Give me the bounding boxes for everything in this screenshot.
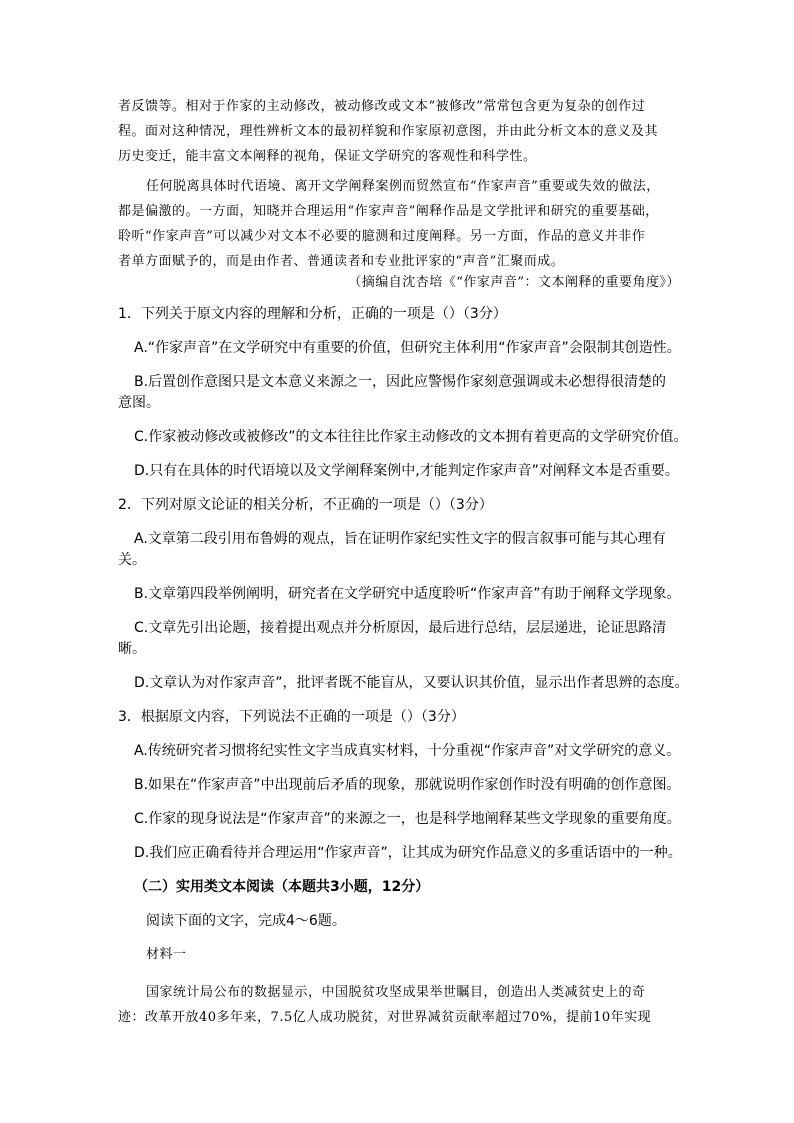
question-2-option-a: A.文章第二段引用布鲁姆的观点，旨在证明作家纪实性文字的假言叙事可能与其心理有 xyxy=(134,531,666,547)
question-2-option-b: B.文章第四段举例阐明，研究者在文学研究中适度聆听“作家声音”有助于阐释文学现象。 xyxy=(134,586,681,602)
passage-line: 者单方面赋予的，而是由作者、普通读者和专业批评家的“声音”汇聚而成。 xyxy=(118,254,565,269)
section-heading: （二）实用类文本阅读（本题共3小题，12分） xyxy=(134,879,430,895)
question-1-option-c: C.作家被动修改或被修改”的文本往往比作家主动修改的文本拥有着更高的文学研究价值。 xyxy=(134,429,688,445)
question-3-stem: 3．根据原文内容，下列说法不正确的一项是（）（3分） xyxy=(118,709,465,725)
question-2-option-d: D.文章认为对作家声音”，批评者既不能盲从，又要认识其价值，显示出作者思辨的态度。 xyxy=(134,675,689,691)
question-3-option-a: A.传统研究者习惯将纪实性文字当成真实材料，十分重视“作家声音”对文学研究的意义。 xyxy=(134,743,681,759)
question-1-option-d: D.只有在具体的时代语境以及文学阐释案例中,才能判定作家声音”对阐释文本是否重要。 xyxy=(134,463,679,479)
passage-line: 都是偏激的。一方面，知晓并合理运用“作家声音”阐释作品是文学批评和研究的重要基础， xyxy=(118,204,659,219)
passage-line: 者反馈等。相对于作家的主动修改，被动修改或文本“被修改”常常包含更为复杂的创作过 xyxy=(118,99,646,114)
question-2-stem: 2．下列对原文论证的相关分析，不正确的一项是（）（3分） xyxy=(118,497,493,513)
passage-line: 任何脱离具体时代语境、离开文学阐释案例而贸然宣布“作家声音”重要或失效的做法， xyxy=(146,179,660,194)
source-citation: （摘编自沈杏培《“作家声音”：文本阐释的重要角度》） xyxy=(348,275,680,290)
passage-line: 程。面对这种情况，理性辨析文本的最初样貌和作家原初意图，并由此分析文本的意义及其 xyxy=(118,124,659,139)
section-instruction: 阅读下面的文字，完成4～6题。 xyxy=(146,913,346,929)
material-line: 迹：改革开放40多年来，7.5亿人成功脱贫，对世界减贫贡献率超过70%，提前10年实现 xyxy=(118,1010,652,1025)
question-2-option-c-cont: 晰。 xyxy=(118,641,146,657)
question-3-option-d: D.我们应正确看待并合理运用“作家声音”，让其成为研究作品意义的多重话语中的一种。 xyxy=(134,845,682,861)
question-1-stem: 1．下列关于原文内容的理解和分析，正确的一项是（）（3分） xyxy=(118,306,507,322)
question-1-option-a: A.“作家声音”在文学研究中有重要的价值，但研究主体利用“作家声音”会限制其创造性。 xyxy=(134,340,681,356)
question-2-option-c: C.文章先引出论题，接着提出观点并分析原因，最后进行总结，层层递进，论证思路清 xyxy=(134,620,667,636)
passage-line: 聆听“作家声音”可以减少对文本不必要的臆测和过度阐释。另一方面，作品的意义并非作 xyxy=(118,229,646,244)
material-label: 材料一 xyxy=(146,947,187,962)
passage-line: 历史变迁，能丰富文本阐释的视角，保证文学研究的客观性和科学性。 xyxy=(118,149,537,164)
question-3-option-c: C.作家的现身说法是“作家声音”的来源之一，也是科学地阐释某些文学现象的重要角度。 xyxy=(134,811,681,827)
question-1-option-b-cont: 意图。 xyxy=(118,395,160,411)
question-3-option-b: B.如果在“作家声音”中出现前后矛盾的现象，那就说明作家创作时没有明确的创作意图。 xyxy=(134,777,681,793)
material-line: 国家统计局公布的数据显示，中国脱贫攻坚成果举世瞩目，创造出人类减贫史上的奇 xyxy=(146,985,646,1000)
question-1-option-b: B.后置创作意图只是文本意义来源之一，因此应警惕作家刻意强调或未必想得很清楚的 xyxy=(134,374,667,390)
question-2-option-a-cont: 关。 xyxy=(118,552,146,568)
